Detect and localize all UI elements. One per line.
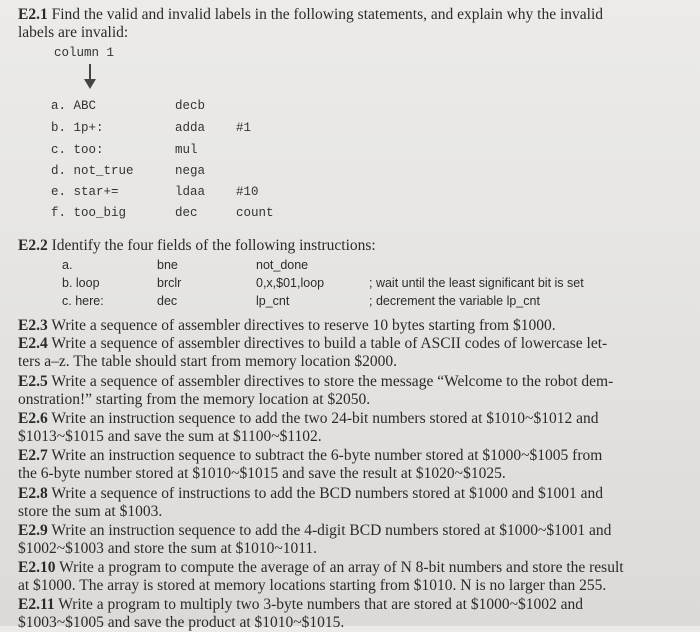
opcode-c: mul xyxy=(175,143,198,157)
exercise-text: Write an instruction sequence to add the 4-digit BCD numbers stored at $1000~$1001 and xyxy=(51,522,612,539)
label-item-e: e. star+= xyxy=(51,185,119,199)
exercise-e2-7-line2: the 6-byte number stored at $1010~$1015 and save the result at $1020~$1025. xyxy=(18,465,506,482)
opcode-d: nega xyxy=(175,164,206,178)
exercise-label: E2.6 xyxy=(18,410,48,427)
exercise-e2-8-line2: store the sum at $1003. xyxy=(18,503,163,520)
exercise-e2-5-line2: onstration!” starting from the memory location at $2050. xyxy=(18,391,371,408)
e2-1-heading xyxy=(18,6,603,24)
instr-label-a: a. xyxy=(62,258,73,272)
exercise-e2-4 xyxy=(18,335,607,353)
exercise-e2-10 xyxy=(18,559,624,577)
instr-label-b: b. loop xyxy=(62,276,100,290)
opcode-b: adda xyxy=(175,121,206,135)
operand-f: count xyxy=(236,206,274,220)
instr-comment-c: ; decrement the variable lp_cnt xyxy=(369,294,540,308)
exercise-label: E2.5 xyxy=(18,373,48,390)
instr-op-a: bne xyxy=(157,258,178,272)
instr-label-c: c. here: xyxy=(62,294,104,308)
opcode-e: ldaa xyxy=(175,185,206,199)
opcode-a: decb xyxy=(175,99,206,113)
column-caption: column 1 xyxy=(54,46,115,60)
exercise-text: Write an instruction sequence to add the two 24-bit numbers stored at $1010~$1012 and xyxy=(51,410,599,427)
exercise-text: Identify the four fields of the following instructions: xyxy=(51,237,376,254)
exercise-label: E2.2 xyxy=(18,237,48,254)
exercise-text: Write a sequence of assembler directives to reserve 10 bytes starting from $1000. xyxy=(51,317,556,334)
exercise-text: Write a sequence of instructions to add the BCD numbers stored at $1000 and $1001 and xyxy=(51,485,603,502)
exercise-e2-10-line2: at $1000. The array is stored at memory locations starting from $1010. N is no larger than 255. xyxy=(18,577,607,594)
exercise-e2-6 xyxy=(18,410,598,428)
instr-operand-c: lp_cnt xyxy=(256,294,290,308)
label-item-b: b. 1p+: xyxy=(51,121,104,135)
exercise-label: E2.1 xyxy=(18,6,48,23)
exercise-label: E2.10 xyxy=(18,559,56,576)
instr-op-b: brclr xyxy=(157,276,182,290)
instr-operand-a: not_done xyxy=(256,258,309,272)
exercise-text: Write a sequence of assembler directives to store the message “Welcome to the robot dem- xyxy=(51,373,614,390)
exercise-e2-9 xyxy=(18,522,611,540)
exercise-e2-3 xyxy=(18,317,556,335)
exercise-label: E2.9 xyxy=(18,522,48,539)
exercise-e2-11 xyxy=(18,596,583,614)
down-arrow-head xyxy=(84,79,96,89)
label-item-f: f. too_big xyxy=(51,206,127,220)
exercise-e2-4-line2: ters a–z. The table should start from memory location $2000. xyxy=(18,353,397,370)
exercise-e2-5 xyxy=(18,373,613,391)
exercise-e2-9-line2: $1002~$1003 and store the sum at $1010~1011. xyxy=(18,540,318,557)
exercise-text: Write a sequence of assembler directives to build a table of ASCII codes of lowercase let- xyxy=(51,335,608,352)
exercise-text: Write an instruction sequence to subtract the 6-byte number stored at $1000~$1005 from xyxy=(51,447,603,464)
exercise-text: Write a program to multiply two 3-byte numbers that are stored at $1000~$1002 and xyxy=(58,596,583,613)
exercise-label: E2.11 xyxy=(18,596,55,613)
exercise-label: E2.7 xyxy=(18,447,48,464)
e2-2-heading xyxy=(18,237,376,255)
label-item-d: d. not_true xyxy=(51,164,134,178)
exercise-e2-6-line2: $1013~$1015 and save the sum at $1100~$1102. xyxy=(18,428,322,445)
exercise-e2-8 xyxy=(18,485,603,503)
instr-op-c: dec xyxy=(157,294,178,308)
instr-comment-b: ; wait until the least significant bit is set xyxy=(369,276,584,290)
instr-operand-b: 0,x,$01,loop xyxy=(256,276,325,290)
label-item-c: c. too: xyxy=(51,143,104,157)
opcode-f: dec xyxy=(175,206,198,220)
exercise-text: Find the valid and invalid labels in the following statements, and explain why the invalid xyxy=(51,6,604,23)
label-item-a: a. ABC xyxy=(51,99,97,113)
exercise-label: E2.8 xyxy=(18,485,48,502)
exercise-e2-7 xyxy=(18,447,602,465)
operand-b: #1 xyxy=(236,121,252,135)
exercise-label: E2.4 xyxy=(18,335,48,352)
exercise-label: E2.3 xyxy=(18,317,48,334)
exercise-e2-11-line2: $1003~$1005 and save the product at $1010~$1015. xyxy=(18,614,345,631)
exercise-text: Write a program to compute the average of an array of N 8-bit numbers and store the result xyxy=(59,559,624,576)
e2-1-text-line2: labels are invalid: xyxy=(18,24,129,41)
operand-e: #10 xyxy=(236,185,259,199)
